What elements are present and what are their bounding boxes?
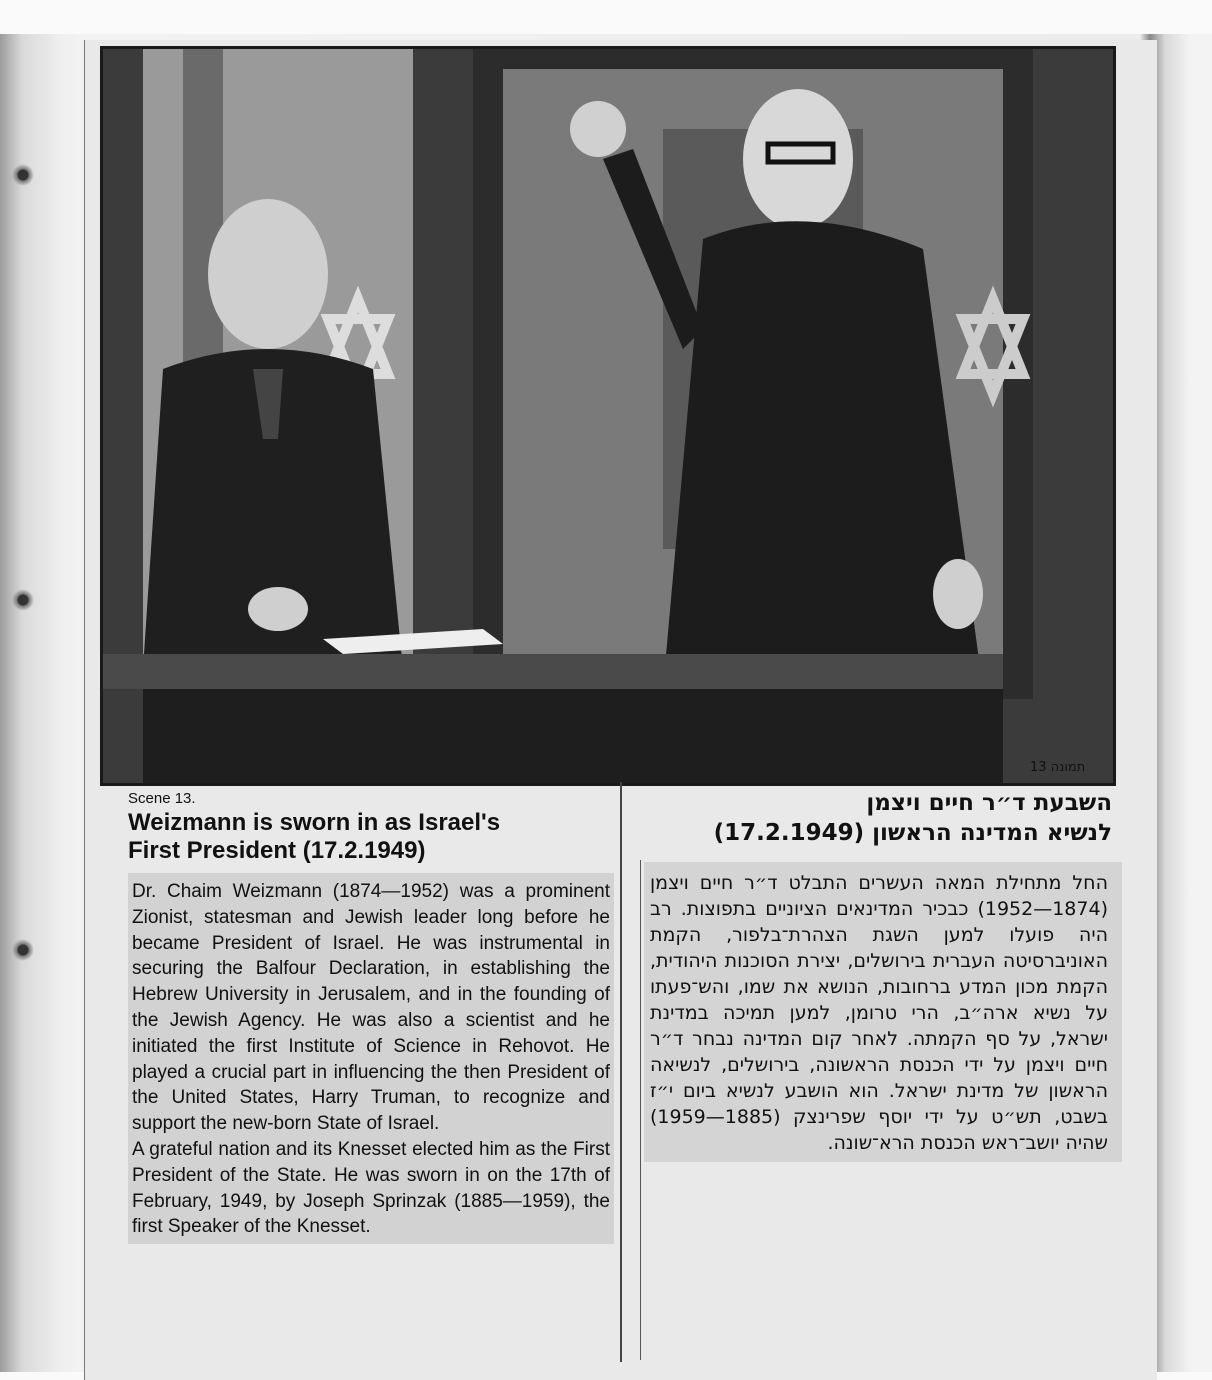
english-paragraph: A grateful nation and its Knesset elected him as the First President of the State. He was sworn in on the 17th of February, 1949, by Joseph Sprinzak (1885—1959), the first Speaker of the Knesset.: [132, 1138, 610, 1238]
hebrew-title-line: השבעת ד״ר חיים ויצמן: [866, 790, 1112, 816]
hebrew-title-line: לנשיא המדינה הראשון (17.2.1949): [713, 820, 1112, 846]
hebrew-title: [644, 788, 1122, 848]
photo-illustration: [103, 49, 1113, 783]
column-divider: [640, 860, 641, 1360]
english-title: [128, 809, 614, 865]
scene-number: Scene 13.: [128, 790, 196, 807]
column-divider: [620, 782, 622, 1362]
english-paragraph: Dr. Chaim Weizmann (1874—1952) was a prominent Zionist, statesman and Jewish leader long before he became President of Israel. He was instrumental in securing the Balfour Declaration, in establishing the Hebrew University in Jerusalem, and in the founding of the Jewish Agency. He was also a scientist and he initiated the first Institute of Science in Rehovot. He played a crucial part in influencing the then President of the United States, Harry Truman, to recognize and support the new-born State of Israel.: [132, 881, 610, 1135]
english-column: [128, 788, 614, 1244]
hebrew-body: החל מתחילת המאה העשרים התבלט ד״ר חיים ויצמן (1874—1952) כבכיר המדינאים הציוניים בתפוצות. רב היה פועלו למען השגת הצהרת־בלפור, הקמת האוניברסיטה העברית בירושלים, יצירת הסוכנות היהודית, הקמת מכון המדע ברחובות, הנושא את שמו, והש־פעתו על נשיא ארה״ב, הרי טרומן, למען תמיכה במדינת ישראל, על סף הקמתה. לאחר קום המדינה נבחר ד״ר חיים ויצמן על ידי הכנסת הראשונה, בירושלים, לנשיאה הראשון של מדינת ישראל. הוא הושבע לנשיא ביום י״ז בשבט, תש״ט על ידי יוסף שפרינצק (1885—1959) שהיה יושב־ראש הכנסת הרא־שונה.: [644, 862, 1122, 1162]
punch-hole: [12, 939, 34, 961]
hebrew-column: [644, 788, 1122, 1162]
punch-hole: [12, 164, 34, 186]
english-title-line: First President (17.2.1949): [128, 837, 426, 864]
english-title-line: Weizmann is sworn in as Israel's: [128, 809, 501, 836]
english-body: [128, 873, 614, 1244]
photo-label: תמונה 13: [1030, 760, 1086, 775]
photograph: [100, 46, 1116, 786]
punch-hole: [12, 589, 34, 611]
